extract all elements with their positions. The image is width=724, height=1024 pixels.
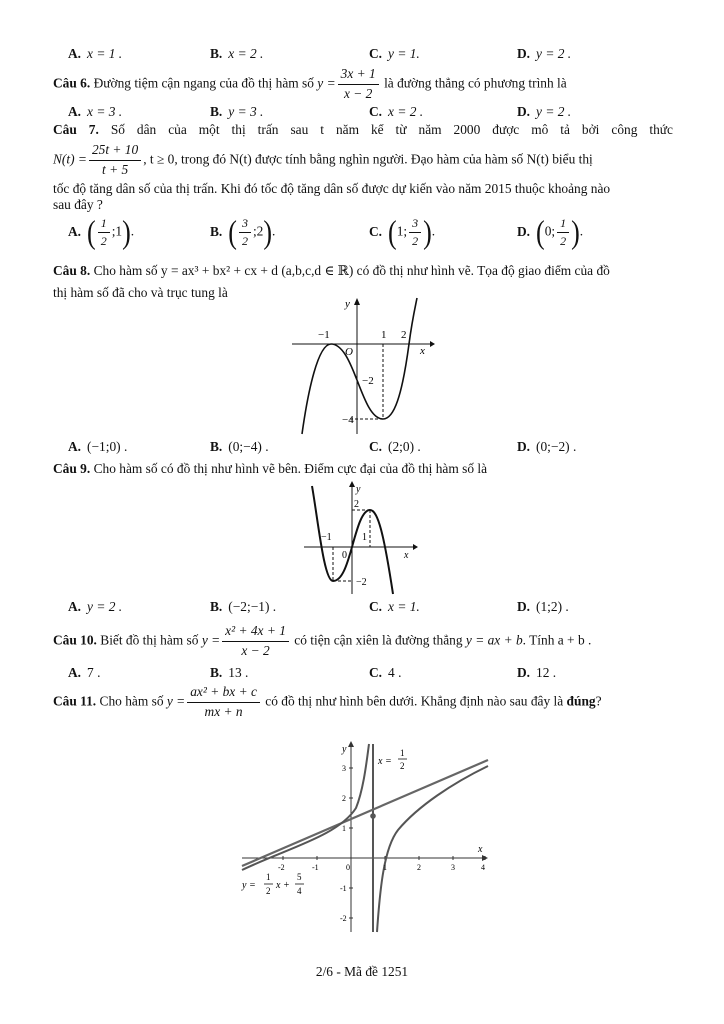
q10-option-a-text: 7 . <box>87 665 101 680</box>
q6-option-a: A. x = 3 . <box>68 104 123 119</box>
q11-asym-v-den: 2 <box>400 761 405 771</box>
question-11-text-after: có đồ thị như hình bên dưới. Khẳng định nào sau đây là <box>265 693 564 709</box>
question-7-line4 <box>53 197 103 214</box>
q11-ytick-label-3: -1 <box>340 884 347 893</box>
q6-option-d: D. y = 2 . <box>517 104 572 119</box>
q11-label-x: x <box>478 844 483 855</box>
question-9 <box>53 461 487 478</box>
question-7-text4: sau đây ? <box>53 197 103 212</box>
question-10-den: x − 2 <box>241 642 270 658</box>
q11-asym-v-num: 1 <box>400 748 405 758</box>
q7-b-num: 3 <box>239 216 251 233</box>
q7-c-den: 2 <box>412 234 419 248</box>
top-option-d-text: y = 2 . <box>536 46 572 61</box>
question-11-label: Câu 11. <box>53 693 97 709</box>
q9-option-b: B. (−2;−1) . <box>210 599 277 614</box>
question-7-den: t + 5 <box>102 161 129 177</box>
q9-y-arrow <box>349 481 355 487</box>
q10-option-c: C. 4 . <box>369 665 402 680</box>
question-10-text-after: . Tính a + b . <box>522 632 592 648</box>
q11-ytick-label-0: 3 <box>342 764 346 773</box>
q7-b-den: 2 <box>241 234 248 248</box>
q8-label-2: 2 <box>401 329 407 341</box>
q8-label-x: x <box>420 345 425 357</box>
question-8-text2: thị hàm số đã cho và trục tung là <box>53 285 228 300</box>
q11-xtick-label-2: 1 <box>383 863 387 872</box>
question-11-func: y = <box>166 693 186 709</box>
top-option-b-text: x = 2 . <box>228 46 264 61</box>
question-11 <box>53 684 602 721</box>
question-10-func: y = <box>201 632 221 648</box>
q11-left-branch <box>242 744 369 870</box>
question-9-label: Câu 9. <box>53 461 91 476</box>
q11-asym-o-den2: 4 <box>297 886 302 896</box>
q11-ytick-label-1: 2 <box>342 794 346 803</box>
q11-intersection-point <box>370 813 376 819</box>
q11-xtick-label-3: 2 <box>417 863 421 872</box>
top-option-a: A. x = 1 . <box>68 46 123 61</box>
q7-b-rest: ;2 <box>252 223 264 239</box>
top-option-a-text: x = 1 . <box>87 46 123 61</box>
q11-xtick-label-1: -1 <box>312 863 319 872</box>
q9-label-m2: −2 <box>356 577 367 588</box>
q9-label-o: 0 <box>342 550 347 561</box>
q8-option-c-text: (2;0) . <box>388 439 421 454</box>
q8-option-a-text: (−1;0) . <box>87 439 128 454</box>
question-8 <box>53 263 610 280</box>
q9-x-arrow <box>413 544 418 550</box>
question-11-text: Cho hàm số <box>99 693 164 709</box>
question-10-text: Biết đồ thị hàm số <box>100 632 199 648</box>
question-10-line-eq: y = ax + b <box>465 632 523 648</box>
q7-option-a: A. ( $\frac{1}{2}$ ;1). <box>68 213 135 250</box>
q7-d-den: 2 <box>560 234 567 248</box>
question-6-label: Câu 6. <box>53 75 91 91</box>
q9-option-c-text: x = 1. <box>388 599 420 614</box>
q11-asym-o-num2: 5 <box>297 872 302 882</box>
q9-option-d-text: (1;2) . <box>536 599 569 614</box>
q8-label-1: 1 <box>381 329 387 341</box>
page-footer <box>0 964 724 981</box>
q7-option-d: D. (0; $\frac{1}{2}$ ). <box>517 213 584 250</box>
question-11-den: mx + n <box>204 703 243 719</box>
q10-option-b-text: 13 . <box>228 665 249 680</box>
q11-asym-o-prefix: y = <box>242 880 256 891</box>
q11-asym-o-num1: 1 <box>266 872 271 882</box>
q8-curve <box>302 298 417 434</box>
q8-option-a: A. (−1;0) . <box>68 439 128 454</box>
question-7-line3 <box>53 181 610 198</box>
q11-asym-o-mid: x + <box>276 880 290 891</box>
q11-ytick-label-2: 1 <box>342 824 346 833</box>
q11-asym-o-den1: 2 <box>266 886 271 896</box>
q6-option-c: C. x = 2 . <box>369 104 424 119</box>
question-7-text3: tốc độ tăng dân số của thị trấn. Khi đó tốc độ tăng dân số được dự kiến vào năm 2015 thuộc khoảng nào <box>53 181 611 196</box>
question-11-text-end: ? <box>595 693 602 709</box>
q10-option-d-text: 12 . <box>536 665 557 680</box>
q11-right-branch <box>377 766 488 932</box>
q7-option-b: B. ( $\frac{3}{2}$ ;2). <box>210 213 276 250</box>
q8-option-b: B. (0;−4) . <box>210 439 269 454</box>
q7-a-rest: ;1 <box>111 223 123 239</box>
q9-option-d: D. (1;2) . <box>517 599 569 614</box>
q7-a-den: 2 <box>100 234 107 248</box>
q9-option-b-text: (−2;−1) . <box>228 599 277 614</box>
q7-d-pre: 0; <box>544 223 556 239</box>
q8-option-b-text: (0;−4) . <box>228 439 269 454</box>
q11-ytick-label-4: -2 <box>340 914 347 923</box>
q7-option-c: C. (1; $\frac{3}{2}$ ). <box>369 213 436 250</box>
q6-option-d-text: y = 2 . <box>536 104 572 119</box>
q8-option-d-text: (0;−2) . <box>536 439 577 454</box>
question-7-line1 <box>53 122 673 139</box>
q9-label-1: 1 <box>362 532 367 543</box>
q7-c-pre: 1; <box>396 223 408 239</box>
question-6-num: 3x + 1 <box>338 66 379 85</box>
question-11-emphasis: đúng <box>566 693 596 709</box>
q11-xtick-label-5: 4 <box>481 863 485 872</box>
question-8-label: Câu 8. <box>53 263 91 278</box>
question-6-fraction <box>338 66 379 103</box>
top-option-c-text: y = 1. <box>388 46 420 61</box>
q8-label-y: y <box>345 298 350 310</box>
question-10-num: x² + 4x + 1 <box>222 623 289 642</box>
q11-xtick-label-4: 3 <box>451 863 455 872</box>
question-6-den: x − 2 <box>343 85 373 101</box>
question-10-text-mid: có tiện cận xiên là đường thẳng <box>294 632 463 648</box>
q8-label-m1: −1 <box>318 329 330 341</box>
q11-asym-v-prefix: x = <box>378 756 392 767</box>
q9-label-m1: −1 <box>321 532 332 543</box>
question-11-fraction <box>187 684 260 721</box>
q9-option-c: C. x = 1. <box>369 599 420 614</box>
question-8-line2 <box>53 285 228 302</box>
question-6-text-after: là đường thẳng có phương trình là <box>384 75 567 91</box>
top-option-d: D. y = 2 . <box>517 46 572 61</box>
q9-option-a: A. y = 2 . <box>68 599 123 614</box>
q8-option-d: D. (0;−2) . <box>517 439 577 454</box>
question-7-fraction <box>89 142 141 179</box>
q11-xtick-label-0: -2 <box>278 863 285 872</box>
q7-c-num: 3 <box>409 216 421 233</box>
q10-option-c-text: 4 . <box>388 665 402 680</box>
q8-label-m2: −2 <box>362 375 374 387</box>
question-7-line2 <box>53 142 593 179</box>
question-7-text1: Số dân của một thị trấn sau t năm kể từ năm 2000 được mô tả bởi công thức <box>110 122 673 137</box>
q9-option-a-text: y = 2 . <box>87 599 123 614</box>
q8-cubic-graph <box>290 296 435 436</box>
q10-option-a: A. 7 . <box>68 665 101 680</box>
q7-d-num: 1 <box>557 216 569 233</box>
q9-label-2: 2 <box>354 499 359 510</box>
top-option-b: B. x = 2 . <box>210 46 264 61</box>
q8-y-arrow <box>354 298 360 305</box>
footer-text: 2/6 - Mã đề 1251 <box>315 964 409 979</box>
q6-option-c-text: x = 2 . <box>388 104 424 119</box>
q11-y-arrow <box>348 741 354 747</box>
q8-option-c: C. (2;0) . <box>369 439 421 454</box>
question-6 <box>53 66 567 103</box>
q8-x-arrow <box>430 341 435 347</box>
question-7-label: Câu <box>53 122 77 137</box>
question-10-fraction <box>222 623 289 660</box>
q10-option-d: D. 12 . <box>517 665 557 680</box>
q10-option-b: B. 13 . <box>210 665 249 680</box>
question-10-label: Câu 10. <box>53 632 97 648</box>
question-7-text2: , t ≥ 0, trong đó N(t) được tính bằng nghìn người. Đạo hàm của hàm số N(t) biểu thị <box>143 151 593 167</box>
question-6-text: Đường tiệm cận ngang của đồ thị hàm số <box>93 75 314 91</box>
question-6-func: y = <box>317 75 336 91</box>
question-7-number: 7. <box>88 122 99 137</box>
question-7-func: N(t) = <box>53 151 87 167</box>
question-10 <box>53 623 591 660</box>
q6-option-a-text: x = 3 . <box>87 104 123 119</box>
q8-label-o: O <box>345 346 353 358</box>
q11-label-o: 0 <box>346 863 350 872</box>
q9-label-y: y <box>356 484 361 495</box>
question-11-num: ax² + bx + c <box>187 684 260 703</box>
top-option-c: C. y = 1. <box>369 46 420 61</box>
q9-graph <box>300 480 418 596</box>
question-9-text: Cho hàm số có đồ thị như hình vẽ bên. Điểm cực đại của đồ thị hàm số là <box>93 461 488 476</box>
question-7-num: 25t + 10 <box>89 142 141 161</box>
q11-label-y: y <box>342 744 347 755</box>
q8-label-m4: −4 <box>342 414 354 426</box>
q6-option-b-text: y = 3 . <box>228 104 264 119</box>
question-8-text: Cho hàm số y = ax³ + bx² + cx + d (a,b,c,d ∈ ℝ) có đồ thị như hình vẽ. Tọa độ giao điểm của đồ <box>93 263 610 278</box>
q6-option-b: B. y = 3 . <box>210 104 264 119</box>
q11-graph <box>238 738 493 934</box>
q7-a-num: 1 <box>98 216 110 233</box>
q9-label-x: x <box>404 550 409 561</box>
